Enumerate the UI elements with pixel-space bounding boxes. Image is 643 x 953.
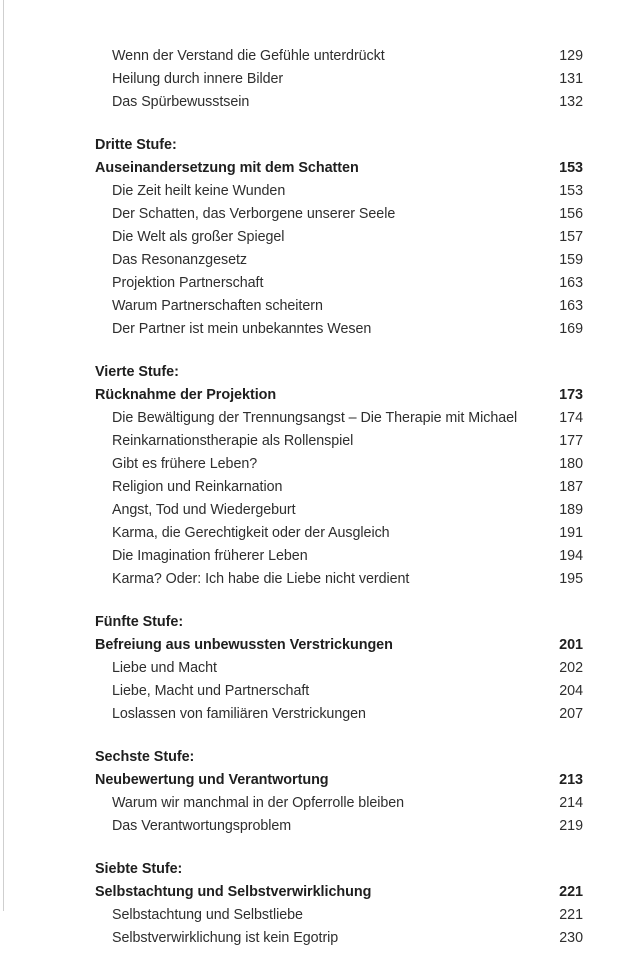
toc-entry-label: Selbstverwirklichung ist kein Egotrip — [112, 930, 339, 946]
toc-page-number: 201 — [559, 637, 583, 653]
toc-page-number: 195 — [559, 571, 583, 587]
toc-entry-label: Liebe und Macht — [112, 660, 217, 676]
toc-entry-list — [95, 410, 583, 594]
toc-heading-label: Befreiung aus unbewussten Verstrickungen — [95, 637, 393, 653]
toc-group — [95, 749, 583, 841]
toc-entry-label: Religion und Reinkarnation — [112, 479, 283, 495]
toc-entry-row[interactable] — [95, 525, 583, 548]
toc-heading-row[interactable] — [95, 884, 583, 907]
toc-page-number: 180 — [559, 456, 583, 472]
toc-entry-list — [95, 907, 583, 953]
toc-page-number: 189 — [559, 502, 583, 518]
toc-entry-list — [95, 48, 583, 117]
toc-heading-label: Vierte Stufe: — [95, 364, 179, 380]
toc-heading-row[interactable] — [95, 637, 583, 660]
toc-page-number: 174 — [559, 410, 583, 426]
toc-entry-label: Warum wir manchmal in der Opferrolle bleiben — [112, 795, 405, 811]
toc-group — [95, 861, 583, 953]
toc-page-number: 153 — [559, 183, 583, 199]
toc-page-number: 194 — [559, 548, 583, 564]
toc-group — [95, 364, 583, 594]
toc-page-number: 202 — [559, 660, 583, 676]
toc-heading-label: Rücknahme der Projektion — [95, 387, 277, 403]
toc-page-number: 129 — [559, 48, 583, 64]
page-edge-rule — [3, 0, 4, 911]
toc-entry-row[interactable] — [95, 206, 583, 229]
toc-heading-row[interactable] — [95, 772, 583, 795]
toc-entry-label: Selbstachtung und Selbstliebe — [112, 907, 303, 923]
toc-entry-row[interactable] — [95, 795, 583, 818]
toc-heading-row[interactable] — [95, 749, 583, 772]
toc-entry-row[interactable] — [95, 548, 583, 571]
toc-entry-row[interactable] — [95, 252, 583, 275]
toc-heading-label: Selbstachtung und Selbstverwirklichung — [95, 884, 372, 900]
toc-entry-label: Der Schatten, das Verborgene unserer Seele — [112, 206, 396, 222]
toc-entry-label: Liebe, Macht und Partnerschaft — [112, 683, 310, 699]
toc-entry-row[interactable] — [95, 298, 583, 321]
toc-entry-row[interactable] — [95, 456, 583, 479]
toc-page-number: 157 — [559, 229, 583, 245]
toc-entry-row[interactable] — [95, 229, 583, 252]
toc-page-number: 221 — [559, 907, 583, 923]
toc-entry-label: Loslassen von familiären Verstrickungen — [112, 706, 366, 722]
toc-entry-row[interactable] — [95, 94, 583, 117]
toc-heading-row[interactable] — [95, 364, 583, 387]
toc-entry-row[interactable] — [95, 818, 583, 841]
toc-page-number: 131 — [559, 71, 583, 87]
table-of-contents — [95, 48, 583, 953]
toc-entry-label: Die Imagination früherer Leben — [112, 548, 308, 564]
toc-entry-label: Die Bewältigung der Trennungsangst – Die Therapie mit Michael — [112, 410, 518, 426]
toc-heading-row[interactable] — [95, 137, 583, 160]
toc-entry-label: Warum Partnerschaften scheitern — [112, 298, 323, 314]
toc-entry-list — [95, 660, 583, 729]
toc-heading-row[interactable] — [95, 861, 583, 884]
toc-entry-row[interactable] — [95, 48, 583, 71]
toc-entry-row[interactable] — [95, 183, 583, 206]
toc-entry-row[interactable] — [95, 410, 583, 433]
toc-heading-row[interactable] — [95, 387, 583, 410]
toc-page-number: 207 — [559, 706, 583, 722]
toc-page-number: 219 — [559, 818, 583, 834]
toc-page-number: 230 — [559, 930, 583, 946]
toc-page-number: 132 — [559, 94, 583, 110]
toc-entry-label: Karma, die Gerechtigkeit oder der Ausgleich — [112, 525, 390, 541]
toc-entry-label: Die Zeit heilt keine Wunden — [112, 183, 286, 199]
toc-entry-label: Die Welt als großer Spiegel — [112, 229, 285, 245]
toc-page-number: 156 — [559, 206, 583, 222]
toc-heading-label: Auseinandersetzung mit dem Schatten — [95, 160, 359, 176]
toc-entry-row[interactable] — [95, 683, 583, 706]
toc-entry-label: Karma? Oder: Ich habe die Liebe nicht verdient — [112, 571, 410, 587]
toc-entry-label: Heilung durch innere Bilder — [112, 71, 284, 87]
toc-page-number: 177 — [559, 433, 583, 449]
toc-page-number: 187 — [559, 479, 583, 495]
toc-entry-row[interactable] — [95, 275, 583, 298]
toc-entry-label: Der Partner ist mein unbekanntes Wesen — [112, 321, 372, 337]
toc-heading-label: Fünfte Stufe: — [95, 614, 184, 630]
toc-entry-row[interactable] — [95, 930, 583, 953]
toc-entry-label: Das Verantwortungsproblem — [112, 818, 292, 834]
toc-entry-row[interactable] — [95, 706, 583, 729]
toc-entry-row[interactable] — [95, 571, 583, 594]
toc-entry-label: Wenn der Verstand die Gefühle unterdrückt — [112, 48, 385, 64]
toc-entry-row[interactable] — [95, 479, 583, 502]
toc-page-number: 153 — [559, 160, 583, 176]
toc-entry-row[interactable] — [95, 71, 583, 94]
toc-entry-label: Das Spürbewusstsein — [112, 94, 250, 110]
toc-page-number: 159 — [559, 252, 583, 268]
toc-heading-label: Neubewertung und Verantwortung — [95, 772, 329, 788]
toc-entry-label: Das Resonanzgesetz — [112, 252, 247, 268]
toc-page-number: 213 — [559, 772, 583, 788]
toc-group — [95, 48, 583, 117]
toc-entry-row[interactable] — [95, 907, 583, 930]
toc-heading-label: Siebte Stufe: — [95, 861, 183, 877]
toc-page-number: 191 — [559, 525, 583, 541]
toc-entry-list — [95, 795, 583, 841]
toc-page-number: 163 — [559, 275, 583, 291]
toc-page-number: 169 — [559, 321, 583, 337]
toc-page-number: 204 — [559, 683, 583, 699]
toc-entry-label: Angst, Tod und Wiedergeburt — [112, 502, 296, 518]
toc-page-number: 173 — [559, 387, 583, 403]
toc-group — [95, 614, 583, 729]
toc-entry-list — [95, 183, 583, 344]
toc-entry-row[interactable] — [95, 502, 583, 525]
toc-heading-row[interactable] — [95, 160, 583, 183]
toc-heading-label: Sechste Stufe: — [95, 749, 195, 765]
toc-page-number: 221 — [559, 884, 583, 900]
toc-group — [95, 137, 583, 344]
toc-entry-label: Gibt es frühere Leben? — [112, 456, 258, 472]
toc-entry-label: Projektion Partnerschaft — [112, 275, 264, 291]
toc-entry-row[interactable] — [95, 660, 583, 683]
toc-heading-label: Dritte Stufe: — [95, 137, 177, 153]
toc-heading-row[interactable] — [95, 614, 583, 637]
toc-entry-row[interactable] — [95, 433, 583, 456]
toc-page-number: 214 — [559, 795, 583, 811]
toc-entry-row[interactable] — [95, 321, 583, 344]
toc-page-number: 163 — [559, 298, 583, 314]
toc-entry-label: Reinkarnationstherapie als Rollenspiel — [112, 433, 354, 449]
